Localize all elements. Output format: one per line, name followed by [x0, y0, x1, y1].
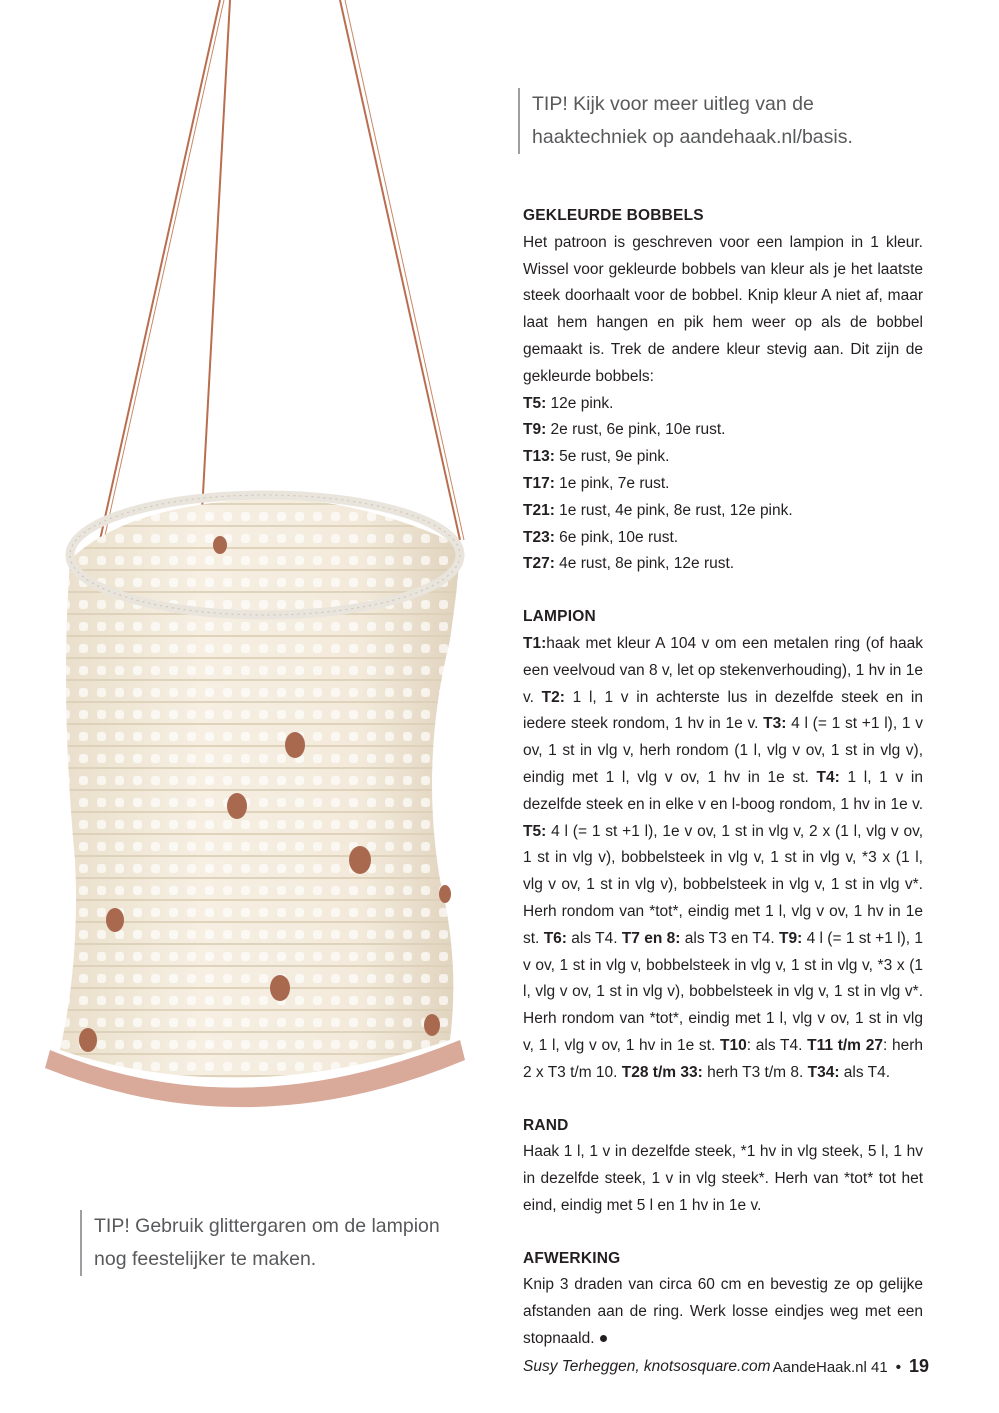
- heading-rand: RAND: [523, 1116, 569, 1134]
- gekleurde-intro: Het patroon is geschreven voor een lampion in 1 kleur. Wissel voor gekleurde bobbels van kleur als je het laatste steek doorhaalt voor de bobbel. Knip kleur A niet af, maar laat hem hangen en pik hem weer op als de bobbel gemaakt is. Trek de andere kleur stevig aan. Dit zijn de gekleurde bobbels:: [523, 233, 923, 385]
- tip-bottom-line2: nog feestelijker te maken.: [94, 1248, 317, 1270]
- heading-lampion: LAMPION: [523, 608, 596, 626]
- heading-afwerking: AFWERKING: [523, 1249, 621, 1267]
- tip-top: [518, 88, 952, 154]
- round-line: T27: 4e rust, 8e pink, 12e rust.: [523, 555, 735, 573]
- gekleurde-rounds: [523, 391, 923, 579]
- pattern-article: [523, 203, 923, 1381]
- round-line: T21: 1e rust, 4e pink, 8e rust, 12e pink.: [523, 501, 793, 519]
- tip-bottom: [80, 1210, 514, 1276]
- section-rand: [523, 1113, 923, 1220]
- round-line: T23: 6e pink, 10e rust.: [523, 528, 679, 546]
- page-number: 19: [908, 1356, 929, 1376]
- footer-site: AandeHaak.nl 41: [772, 1359, 888, 1376]
- footer-separator: •: [895, 1359, 901, 1376]
- afwerking-text: Knip 3 draden van circa 60 cm en bevestig ze op gelijke afstanden aan de ring. Werk losse eindjes weg met een stopnaald.: [523, 1276, 923, 1348]
- tip-top-line1: TIP! Kijk voor meer uitleg van de: [532, 93, 814, 115]
- lantern-photo: [40, 0, 480, 1140]
- author-credit: Susy Terheggen, knotsosquare.com: [523, 1357, 771, 1375]
- round-line: T5: 12e pink.: [523, 394, 614, 412]
- round-line: T9: 2e rust, 6e pink, 10e rust.: [523, 421, 726, 439]
- tip-bottom-line1: TIP! Gebruik glittergaren om de lampion: [94, 1215, 440, 1237]
- section-gekleurde-bobbels: [523, 203, 923, 578]
- section-lampion: [523, 604, 923, 1086]
- rand-text: Haak 1 l, 1 v in dezelfde steek, *1 hv in vlg steek, 5 l, 1 hv in dezelfde steek, 1 v in vlg steek*. Herh van *tot* tot het eind, eindig met 5 l en 1 hv in 1e v.: [523, 1143, 923, 1214]
- round-line: T17: 1e pink, 7e rust.: [523, 474, 670, 492]
- end-bullet-icon: [600, 1335, 607, 1342]
- heading-gekleurde-bobbels: GEKLEURDE BOBBELS: [523, 207, 704, 224]
- round-line: T13: 5e rust, 9e pink.: [523, 448, 670, 466]
- lampion-instructions: T1:haak met kleur A 104 v om een metalen ring (of haak een veelvoud van 8 v, let op stekenverhouding), 1 hv in 1e v. T2: 1 l, 1 v in achterste lus in dezelfde steek en in iedere steek rondom, 1 hv in 1e v. T3: 4 l (= 1 st +1 l), 1 v ov, 1 st in vlg v, herh rondom (1 l, vlg v ov, 1 st in vlg v), eindig met 1 l, vlg v ov, 1 hv in 1e st. T4: 1 l, 1 v in dezelfde steek en in elke v en l-boog rondom, 1 hv in 1e v. T5: 4 l (= 1 st +1 l), 1e v ov, 1 st in vlg v, 2 x (1 l, vlg v ov, 1 st in vlg v), bobbelsteek in vlg v, 1 st in vlg v, *3 x (1 l, vlg v ov, 1 st in vlg v), bobbelsteek in vlg v, 1 st in vlg v*. Herh rondom van *tot*, eindig met 1 l, vlg v ov, 1 hv in 1e st. T6: als T4. T7 en 8: als T3 en T4. T9: 4 l (= 1 st +1 l), 1 v ov, 1 st in vlg v, bobbelsteek in vlg v, 1 st in vlg v, *3 x (1 l, vlg v ov, 1 st in vlg v), bobbelsteek in vlg v, 1 st in vlg v*. Herh rondom van *tot*, eindig met 1 l, vlg v ov, 1 st in vlg v, 1 l, vlg v ov, 1 hv in 1e st. T10: als T4. T11 t/m 27: herh 2 x T3 t/m 10. T28 t/m 33: herh T3 t/m 8. T34: als T4.: [523, 634, 924, 1081]
- page-footer: [773, 1356, 929, 1377]
- tip-top-line2: haaktechniek op aandehaak.nl/basis.: [532, 126, 853, 148]
